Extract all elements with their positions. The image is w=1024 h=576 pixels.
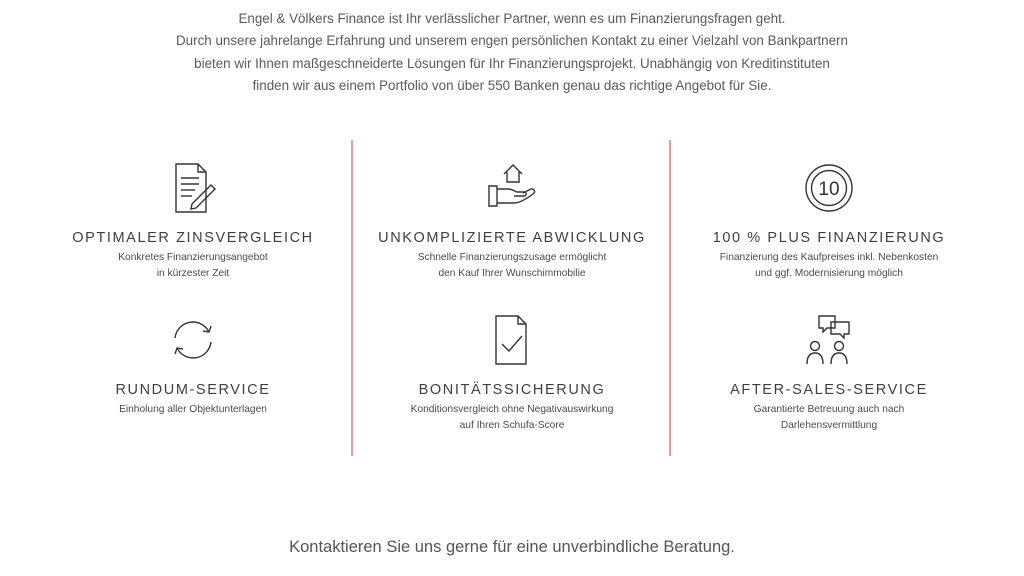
feature-unkomplizierte-abwicklung: [362, 160, 662, 282]
feature-title: 100 % PLUS FINANZIERUNG: [712, 230, 946, 246]
feature-description-line: in kürzester Zeit: [156, 268, 230, 279]
document-check-icon: [484, 312, 540, 368]
feature-title: OPTIMALER ZINSVERGLEICH: [72, 230, 314, 246]
feature-rundum-service: [43, 312, 343, 418]
refresh-cycle-icon: [165, 312, 221, 368]
icon-number-text: 10: [818, 179, 840, 200]
people-chat-icon: [801, 312, 857, 368]
intro-line: finden wir aus einem Portfolio von über 550 Banken genau das richtige Angebot für Sie.: [252, 77, 772, 93]
feature-description: [362, 250, 662, 282]
feature-optimaler-zinsvergleich: [43, 160, 343, 282]
feature-description-line: Finanzierung des Kaufpreises inkl. Nebenkosten: [719, 252, 939, 263]
intro-line: Engel & Völkers Finance ist Ihr verlässlicher Partner, wenn es um Finanzierungsfragen geht.: [238, 11, 786, 26]
contact-call-to-action: Kontaktieren Sie uns gerne für eine unverbindliche Beratung.: [289, 538, 735, 556]
feature-100-plus-finanzierung: [679, 160, 979, 282]
feature-description: [679, 402, 979, 434]
feature-after-sales-service: [679, 312, 979, 434]
feature-description: [43, 250, 343, 282]
feature-description: [43, 402, 343, 418]
feature-description-line: Konkretes Finanzierungsangebot: [118, 252, 268, 263]
feature-description-line: Konditionsvergleich ohne Negativauswirkung: [410, 404, 614, 415]
feature-bonitaetssicherung: [362, 312, 662, 434]
column-divider: [669, 140, 671, 456]
intro-text: [0, 8, 1024, 97]
feature-title: AFTER-SALES-SERVICE: [730, 382, 928, 398]
feature-description: [679, 250, 979, 282]
feature-description-line: Einholung aller Objektunterlagen: [119, 404, 267, 415]
column-divider: [351, 140, 353, 456]
feature-description-line: und ggf. Modernisierung möglich: [755, 268, 903, 279]
feature-description-line: den Kauf Ihrer Wunschimmobilie: [438, 268, 586, 279]
feature-title: RUNDUM-SERVICE: [115, 382, 271, 398]
feature-description-line: Schnelle Finanzierungszusage ermöglicht: [417, 252, 607, 263]
feature-description: [362, 402, 662, 434]
house-hand-icon: [484, 160, 540, 216]
feature-description-line: auf Ihren Schufa-Score: [459, 420, 565, 431]
feature-title: BONITÄTSSICHERUNG: [418, 382, 606, 398]
intro-line: Durch unsere jahrelange Erfahrung und unserem engen persönlichen Kontakt zu einer Vielzahl von Bankpartnern: [176, 33, 848, 49]
feature-description-line: Garantierte Betreuung auch nach: [753, 404, 905, 415]
number-ten-icon: [801, 160, 857, 216]
document-pen-icon: [165, 160, 221, 216]
feature-title: UNKOMPLIZIERTE ABWICKLUNG: [378, 230, 646, 246]
intro-line: bieten wir Ihnen maßgeschneiderte Lösungen für Ihr Finanzierungsprojekt. Unabhängig von Kreditinstituten: [194, 55, 830, 71]
feature-description-line: Darlehensvermittlung: [780, 420, 878, 431]
